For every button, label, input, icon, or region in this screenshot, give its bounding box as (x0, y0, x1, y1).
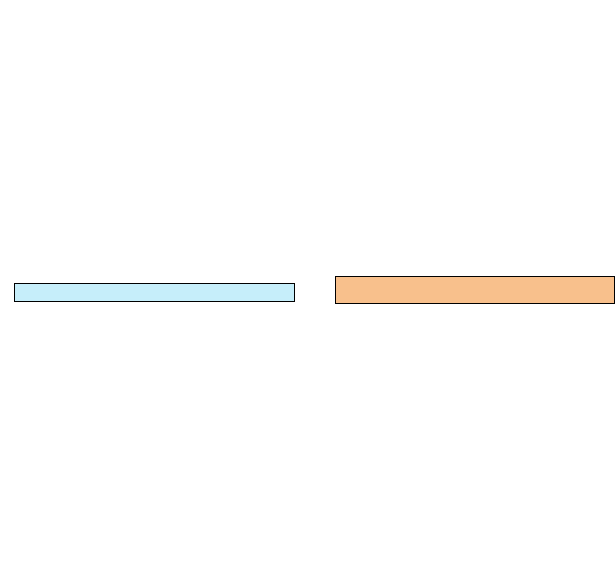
legend-passive-sampler (335, 276, 615, 304)
legend-colored-fields (14, 283, 295, 302)
